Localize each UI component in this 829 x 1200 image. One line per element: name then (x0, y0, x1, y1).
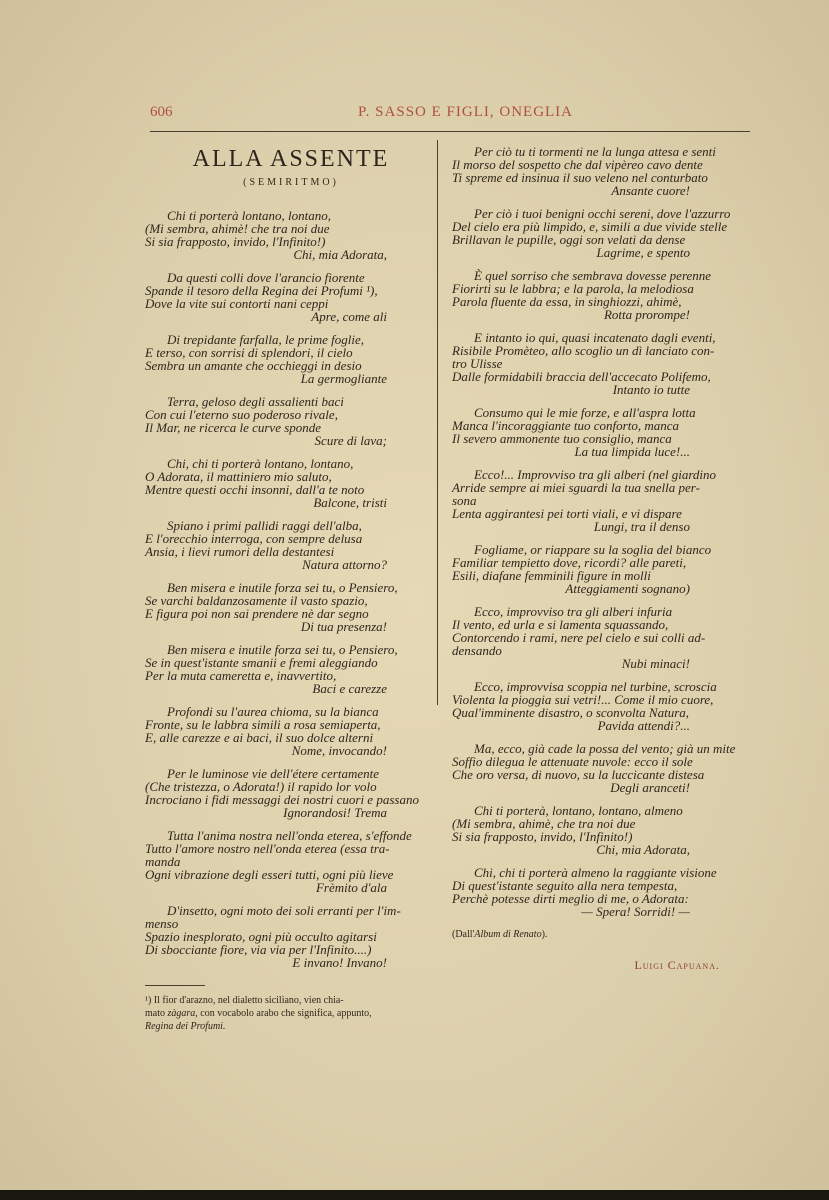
verse-line: Si sia frapposto, invido, l'Infinito!) (452, 829, 633, 844)
stanza (145, 457, 437, 509)
verse-line: Frèmito d'ala (315, 880, 387, 895)
verse-line: (Che tristezza, o Adorata!) il rapido lor volo (145, 779, 377, 794)
verse-line: Parola fluente da essa, in singhiozzi, ahimè, (452, 294, 682, 309)
verse-line: Il severo ammonente tuo consiglio, manca (452, 431, 672, 446)
footnote-text: mato (145, 1008, 168, 1019)
stanza (452, 468, 750, 533)
stanza (145, 767, 437, 819)
stanza (452, 742, 750, 794)
verse-line: Con cui l'eterno suo poderoso rivale, (145, 407, 338, 422)
stanza (452, 804, 750, 856)
scan-edge (0, 1190, 829, 1200)
verse-line: Il morso del sospetto che dal vipèreo cavo dente (452, 157, 703, 172)
stanza (452, 406, 750, 458)
verse-line: La germogliante (300, 371, 387, 386)
verse-line: Se in quest'istante smanii e fremi aleggiando (145, 655, 378, 670)
verse-line: Spazio inesplorato, ogni più occulto agitarsi (145, 929, 377, 944)
verse-line: Spande il tesoro della Regina dei Profumi ¹), (145, 283, 378, 298)
verse-line: Ti spreme ed insinua il suo veleno nel conturbato (452, 170, 708, 185)
verse-line: E figura poi non sai prendere nè dar segno (145, 606, 369, 621)
verse-line: Chi, chi ti porterà almeno la raggiante visione (474, 865, 717, 880)
verse-line: Perchè potesse dirti meglio di me, o Adorata: (452, 891, 689, 906)
footnote-text: , con vocabolo arabo che significa, appunto, (195, 1008, 372, 1019)
verse-line: Tutta l'anima nostra nell'onda eterea, s'effonde (167, 828, 412, 843)
verse-line: Arride sempre ai miei sguardi la tua snella per- (452, 480, 700, 495)
verse-line: Ogni vibrazione degli esseri tutti, ogni più lieve (145, 867, 394, 882)
verse-line: La tua limpida luce!... (574, 444, 690, 459)
poem-title: ALLA ASSENTE (192, 146, 390, 172)
stanza (145, 395, 437, 447)
verse-line: Apre, come ali (311, 309, 387, 324)
verse-line: sona (452, 493, 477, 508)
stanza (145, 643, 437, 695)
verse-line: Incrociano i fidi messaggi dei nostri cuori e passano (145, 792, 419, 807)
verse-line: Fogliame, or riappare su la soglia del bianco (474, 542, 712, 557)
footnote-term: zàgara (167, 1008, 196, 1019)
verse-line: Profondi su l'aurea chioma, su la bianca (167, 704, 379, 719)
verse-line: Ben misera e inutile forza sei tu, o Pensiero, (167, 642, 398, 657)
source-prefix: (Dall' (452, 929, 475, 940)
verse-line: tro Ulisse (452, 356, 503, 371)
verse-line: Per ciò i tuoi benigni occhi sereni, dove l'azzurro (474, 206, 731, 221)
stanza (145, 581, 437, 633)
verse-line: Pavida attendi?... (597, 718, 690, 733)
left-column (145, 140, 437, 1033)
footnote-line-1: ¹) Il fior d'arazno, nel dialetto siciliano, vien chia- (145, 995, 344, 1006)
verse-line: Qual'imminente disastro, o sconvolta Natura, (452, 705, 690, 720)
verse-line: E intanto io qui, quasi incatenato dagli eventi, (474, 330, 716, 345)
verse-line: Baci e carezze (312, 681, 387, 696)
verse-line: È quel sorriso che sembrava dovesse perenne (474, 268, 712, 283)
stanza (145, 829, 437, 894)
verse-line: Balcone, tristi (313, 495, 387, 510)
verse-line: Dove la vite sui contorti nani ceppi (145, 296, 329, 311)
stanza (145, 209, 437, 261)
verse-line: Fronte, su le labbra simili a rosa semiaperta, (145, 717, 381, 732)
footnote-line-2 (145, 1007, 437, 1020)
verse-line: Esili, diafane femminili figure in molli (452, 568, 651, 583)
verse-line: Manca l'incoraggiante tuo conforto, manca (452, 418, 679, 433)
verse-line: E l'orecchio interroga, con sempre delusa (145, 531, 363, 546)
verse-line: Rotta prorompe! (603, 307, 690, 322)
verse-line: E invano! Invano! (292, 955, 387, 970)
verse-line: Di quest'istante seguito alla nera tempesta, (452, 878, 678, 893)
verse-line: Chi, chi ti porterà lontano, lontano, (167, 456, 354, 471)
footnote (145, 994, 437, 1033)
verse-line: Ignorandosi! Trema (283, 805, 387, 820)
verse-line: Per ciò tu ti tormenti ne la lunga attesa e senti (474, 144, 716, 159)
verse-line: Tutto l'amore nostro nell'onda eterea (essa tra- (145, 841, 390, 856)
stanza (452, 145, 750, 197)
verse-line: Chi, mia Adorata, (293, 247, 387, 262)
verse-line: Di trepidante farfalla, le prime foglie, (167, 332, 365, 347)
source-note (452, 928, 750, 941)
verse-line: densando (452, 643, 502, 658)
verse-line: Si sia frapposto, invido, l'Infinito!) (145, 234, 326, 249)
verse-line: Fiorirti su le labbra; e la parola, la melodiosa (452, 281, 694, 296)
stanza (145, 271, 437, 323)
verse-line: Degli aranceti! (610, 780, 690, 795)
verse-line: Del cielo era più limpido, e, simili a due vivide stelle (452, 219, 728, 234)
stanza (145, 519, 437, 571)
verse-line: Ben misera e inutile forza sei tu, o Pensiero, (167, 580, 398, 595)
verse-line: Brillavan le pupille, oggi son velati da dense (452, 232, 686, 247)
verse-line: Chi ti porterà, lontano, lontano, almeno (474, 803, 683, 818)
verse-line: Da questi colli dove l'arancio fiorente (167, 270, 365, 285)
verse-line: Violenta la pioggia sui vetri!... Come il mio cuore, (452, 692, 714, 707)
verse-line: Ecco, improvvisa scoppia nel turbine, scroscia (474, 679, 717, 694)
verse-line: mensо (145, 916, 179, 931)
stanza (452, 207, 750, 259)
source-title: Album di Renato (474, 929, 542, 940)
verse-line: Chi ti porterà lontano, lontano, (167, 208, 331, 223)
footnote-rule (145, 985, 205, 986)
verse-line: Ansante cuore! (611, 183, 690, 198)
verse-line: Mentre questi occhi insonni, dall'a te noto (145, 482, 365, 497)
footnote-line-3: Regina dei Profumi. (145, 1021, 226, 1032)
author-signature: Luigi Capuana. (634, 958, 720, 972)
stanza (145, 705, 437, 757)
stanza (452, 605, 750, 670)
verse-line: Ansia, i lievi rumori della destantesi (145, 544, 335, 559)
verse-line: Chi, mia Adorata, (596, 842, 690, 857)
verse-line: Terra, geloso degli assalienti baci (167, 394, 344, 409)
verse-line: Spiano i primi pallidi raggi dell'alba, (167, 518, 362, 533)
column-divider (437, 140, 438, 705)
verse-line: Scure di lava; (314, 433, 387, 448)
verse-line: Nubi minaci! (621, 656, 690, 671)
verse-line: D'insetto, ogni moto dei soli erranti per l'im- (167, 903, 401, 918)
verse-line: Nome, invocando! (291, 743, 387, 758)
running-head: P. SASSO E FIGLI, ONEGLIA (358, 104, 574, 120)
verse-line: Intanto io tutte (612, 382, 690, 397)
verse-line: Di sbocciante fiore, via via per l'Infinito....) (145, 942, 372, 957)
verse-line: Natura attorno? (302, 557, 387, 572)
stanza (452, 331, 750, 396)
verse-line: Lagrime, e spento (596, 245, 690, 260)
verse-line: Per la muta cameretta e, inavvertito, (145, 668, 337, 683)
verse-line: Il vento, ed urla e si lamenta squassando, (452, 617, 669, 632)
verse-line: Lenta aggirantesi pei torti viali, e vi dispare (452, 506, 682, 521)
poem-subtitle: (SEMIRITMO) (243, 177, 339, 188)
verse-line: Ecco, improvviso tra gli alberi infuria (474, 604, 673, 619)
verse-line: Dalle formidabili braccia dell'accecato Polifemo, (452, 369, 711, 384)
verse-line: manda (145, 854, 181, 869)
verse-line: Consumo qui le mie forze, e all'aspra lotta (474, 405, 696, 420)
verse-line: Di tua presenza! (300, 619, 387, 634)
source-suffix: ). (541, 929, 548, 940)
verse-line: Atteggiamenti sognano) (565, 581, 690, 596)
verse-line: Il Mar, ne ricerca le curve sponde (145, 420, 322, 435)
stanza (452, 680, 750, 732)
right-stanzas (452, 145, 750, 918)
verse-line: E terso, con sorrisi di splendori, il cielo (145, 345, 353, 360)
verse-line: Ecco!... Improvviso tra gli alberi (nel giardino (474, 467, 717, 482)
right-column (452, 145, 750, 972)
verse-line: Contorcendo i rami, nere pel cielo e sui colli ad- (452, 630, 706, 645)
verse-line: Per le luminose vie dell'étere certamente (167, 766, 380, 781)
left-stanzas (145, 209, 437, 969)
verse-line: Soffio dilegua le attenuate nuvole: ecco il sole (452, 754, 693, 769)
page-header (150, 100, 750, 128)
verse-line: E, alle carezze e ai baci, il suo dolce alterni (145, 730, 374, 745)
verse-line: Familiar tempietto dove, ricordi? alle pareti, (452, 555, 687, 570)
stanza (145, 904, 437, 969)
verse-line: Lungi, tra il denso (593, 519, 690, 534)
verse-line: Risibile Promèteo, allo scoglio un dì lanciato con- (452, 343, 715, 358)
stanza (452, 269, 750, 321)
verse-line: Se varchi baldanzosamente il vasto spazio, (145, 593, 368, 608)
page-number: 606 (150, 104, 173, 120)
verse-line: (Mi sembra, ahimè! che tra noi due (145, 221, 330, 236)
verse-line: Sembra un amante che occhieggi in desio (145, 358, 362, 373)
stanza (452, 543, 750, 595)
stanza (145, 333, 437, 385)
header-rule (150, 131, 750, 132)
verse-line: Ma, ecco, già cade la possa del vento; già un mite (474, 741, 736, 756)
verse-line: — Spera! Sorridi! — (581, 904, 690, 919)
verse-line: O Adorata, il mattiniero mio saluto, (145, 469, 332, 484)
verse-line: Che oro versa, di nuovo, su la luccicante distesa (452, 767, 705, 782)
verse-line: (Mi sembra, ahimè, che tra noi due (452, 816, 636, 831)
stanza (452, 866, 750, 918)
